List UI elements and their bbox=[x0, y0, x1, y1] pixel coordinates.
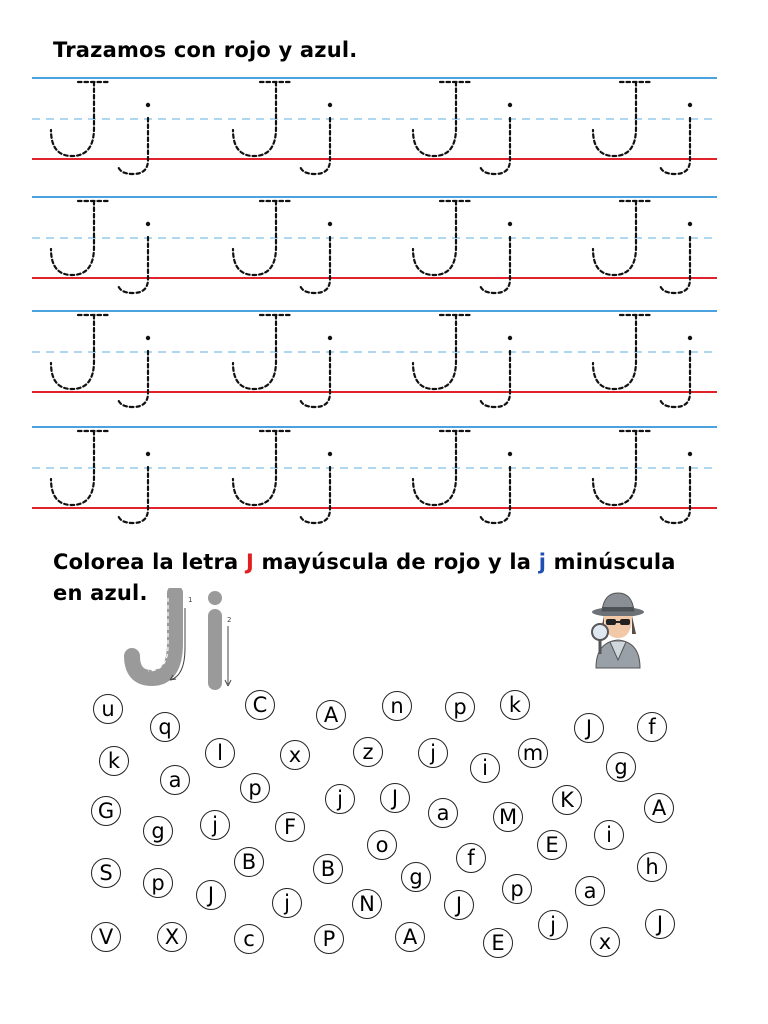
letter-circle[interactable]: a bbox=[428, 798, 458, 828]
letter-circle[interactable]: A bbox=[644, 793, 674, 823]
letter-circle[interactable]: V bbox=[91, 922, 121, 952]
letter-circle[interactable]: k bbox=[99, 746, 129, 776]
letter-circle[interactable]: J bbox=[645, 909, 675, 939]
uppercase-j-label: J bbox=[245, 550, 254, 574]
letter-circle[interactable]: F bbox=[275, 812, 305, 842]
letter-circle[interactable]: g bbox=[143, 816, 173, 846]
trace-lower-j-dot bbox=[688, 452, 692, 456]
trace-upper-j bbox=[233, 201, 276, 275]
letter-circle[interactable]: a bbox=[160, 765, 190, 795]
letter-circle[interactable]: q bbox=[150, 712, 180, 742]
trace-lower-j bbox=[300, 118, 330, 174]
model-letters-jj bbox=[120, 588, 245, 698]
trace-lower-j-dot bbox=[146, 103, 150, 107]
letter-circle[interactable]: f bbox=[637, 712, 667, 742]
letter-circle[interactable]: u bbox=[93, 694, 123, 724]
trace-lower-j-dot bbox=[508, 222, 512, 226]
trace-upper-j bbox=[413, 201, 456, 275]
trace-lower-j bbox=[480, 237, 510, 293]
letter-circle[interactable]: o bbox=[367, 830, 397, 860]
letter-circle[interactable]: C bbox=[245, 690, 275, 720]
trace-lower-j-dot bbox=[508, 103, 512, 107]
trace-upper-j bbox=[51, 431, 94, 505]
letter-circle[interactable]: N bbox=[352, 889, 382, 919]
letter-circle[interactable]: j bbox=[272, 888, 302, 918]
letter-circle[interactable]: B bbox=[313, 854, 343, 884]
letter-circle[interactable]: f bbox=[456, 843, 486, 873]
trace-upper-j bbox=[51, 315, 94, 389]
trace-lower-j bbox=[118, 467, 148, 523]
trace-lower-j bbox=[300, 467, 330, 523]
trace-lower-j bbox=[480, 351, 510, 407]
letter-circle[interactable]: j bbox=[418, 738, 448, 768]
trace-lower-j-dot bbox=[508, 452, 512, 456]
trace-upper-j bbox=[51, 82, 94, 156]
letter-circle[interactable]: P bbox=[314, 924, 344, 954]
trace-lower-j bbox=[480, 467, 510, 523]
letter-circle[interactable]: a bbox=[575, 876, 605, 906]
letter-circle[interactable]: x bbox=[590, 927, 620, 957]
trace-lower-j-dot bbox=[146, 222, 150, 226]
instruction-part-2: mayúscula de rojo y la bbox=[253, 550, 539, 574]
trace-upper-j bbox=[233, 431, 276, 505]
letter-circle[interactable]: S bbox=[91, 858, 121, 888]
trace-lower-j bbox=[300, 237, 330, 293]
trace-upper-j bbox=[233, 82, 276, 156]
letter-circle[interactable]: B bbox=[234, 847, 264, 877]
letter-circle[interactable]: n bbox=[382, 691, 412, 721]
trace-lower-j bbox=[660, 237, 690, 293]
trace-lower-j-dot bbox=[688, 222, 692, 226]
letter-circle[interactable]: j bbox=[325, 784, 355, 814]
trace-upper-j bbox=[233, 315, 276, 389]
stroke-number-lower: 2 bbox=[227, 616, 232, 624]
lowercase-j-label: j bbox=[538, 550, 547, 574]
stroke-number-upper: 1 bbox=[188, 596, 193, 604]
letter-circle[interactable]: G bbox=[91, 796, 121, 826]
letter-circle[interactable]: z bbox=[353, 737, 383, 767]
trace-lower-j-dot bbox=[328, 336, 332, 340]
letter-circle[interactable]: E bbox=[483, 928, 513, 958]
letter-circle[interactable]: j bbox=[538, 910, 568, 940]
letter-circle[interactable]: p bbox=[240, 773, 270, 803]
trace-lower-j-dot bbox=[688, 103, 692, 107]
letter-circle[interactable]: M bbox=[493, 802, 523, 832]
trace-lower-j bbox=[118, 118, 148, 174]
trace-upper-j bbox=[413, 431, 456, 505]
trace-lower-j bbox=[118, 351, 148, 407]
letter-circle[interactable]: c bbox=[234, 924, 264, 954]
trace-lower-j-dot bbox=[328, 222, 332, 226]
trace-lower-j bbox=[660, 118, 690, 174]
letter-circle[interactable]: g bbox=[606, 752, 636, 782]
letter-circle[interactable]: i bbox=[594, 820, 624, 850]
section-title-trace: Trazamos con rojo y azul. bbox=[53, 38, 358, 62]
letter-circle[interactable]: J bbox=[574, 713, 604, 743]
trace-upper-j bbox=[413, 82, 456, 156]
trace-lower-j bbox=[118, 237, 148, 293]
letter-circle[interactable]: J bbox=[444, 890, 474, 920]
letter-circle[interactable]: x bbox=[280, 740, 310, 770]
instruction-part-1: Colorea la letra bbox=[53, 550, 246, 574]
letter-circle[interactable]: J bbox=[196, 880, 226, 910]
letter-circle[interactable]: p bbox=[143, 868, 173, 898]
letter-circle[interactable]: m bbox=[518, 738, 548, 768]
trace-lower-j bbox=[480, 118, 510, 174]
letter-circle[interactable]: X bbox=[157, 922, 187, 952]
trace-lower-j-dot bbox=[688, 336, 692, 340]
trace-lower-j-dot bbox=[146, 336, 150, 340]
trace-lower-j bbox=[660, 467, 690, 523]
letter-circle[interactable]: k bbox=[500, 690, 530, 720]
trace-lower-j-dot bbox=[146, 452, 150, 456]
letter-circle[interactable]: A bbox=[395, 922, 425, 952]
letter-circle[interactable]: h bbox=[637, 852, 667, 882]
letter-circle[interactable]: K bbox=[552, 785, 582, 815]
letter-circle[interactable]: J bbox=[380, 783, 410, 813]
trace-lower-j bbox=[660, 351, 690, 407]
trace-lower-j bbox=[300, 351, 330, 407]
trace-lower-j-dot bbox=[328, 103, 332, 107]
letter-circle[interactable]: p bbox=[502, 874, 532, 904]
trace-upper-j bbox=[51, 201, 94, 275]
trace-upper-j bbox=[413, 315, 456, 389]
trace-lower-j-dot bbox=[328, 452, 332, 456]
letter-circle[interactable]: E bbox=[537, 830, 567, 860]
detective-icon bbox=[586, 590, 650, 670]
trace-lower-j-dot bbox=[508, 336, 512, 340]
letter-circle[interactable]: g bbox=[401, 862, 431, 892]
letter-circle[interactable]: j bbox=[200, 810, 230, 840]
letter-circle[interactable]: p bbox=[445, 692, 475, 722]
letter-circle[interactable]: i bbox=[470, 753, 500, 783]
instruction-part-3: minúscula en azul. bbox=[53, 550, 676, 605]
letter-circle[interactable]: A bbox=[316, 700, 346, 730]
letter-circle[interactable]: l bbox=[205, 738, 235, 768]
